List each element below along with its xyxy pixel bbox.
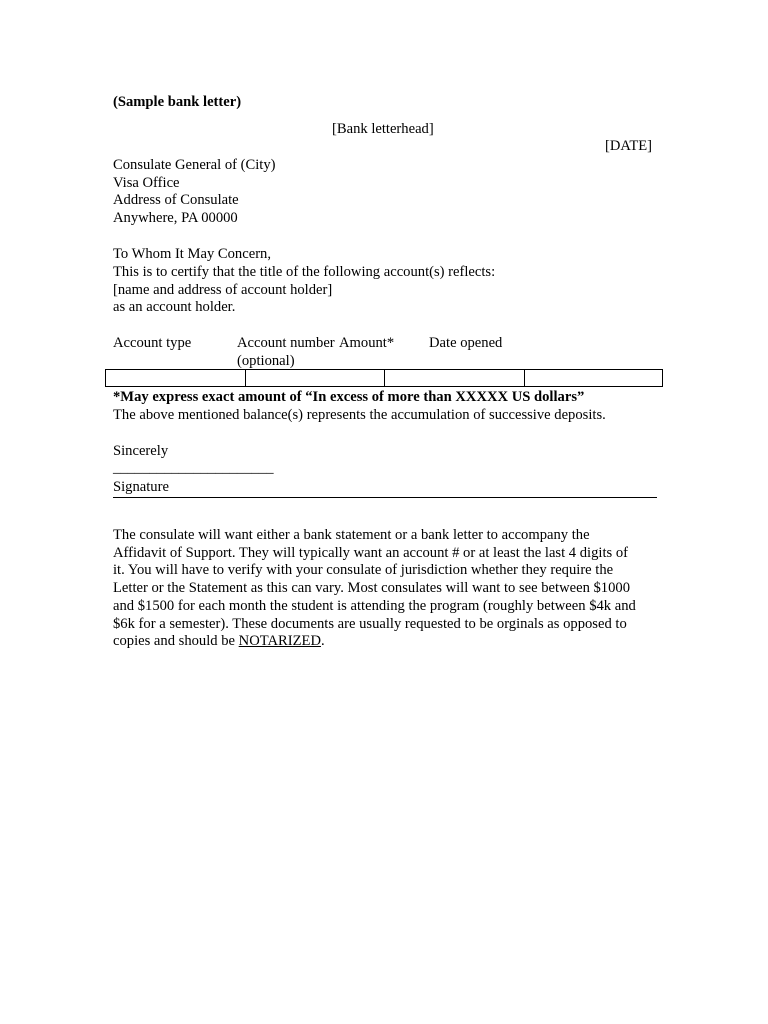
paragraph-line: The consulate will want either a bank statement or a bank letter to accompany the <box>113 527 590 543</box>
account-holder-text: as an account holder. <box>113 299 236 315</box>
date-placeholder: [DATE] <box>605 138 653 154</box>
paragraph-text: copies and should be <box>113 633 239 650</box>
recipient-line: Anywhere, PA 00000 <box>113 210 238 226</box>
paragraph-line: $6k for a semester). These documents are usually requested to be orginals as opposed to <box>113 615 627 632</box>
paragraph-line: and $1500 for each month the student is attending the program (roughly between $4k and <box>113 597 636 614</box>
table-cell <box>106 370 246 387</box>
salutation: To Whom It May Concern, <box>113 246 271 262</box>
instructions-paragraph <box>113 527 658 651</box>
paragraph-line: Letter or the Statement as this can vary. Most consulates will want to see between $1000 <box>113 580 630 597</box>
section-divider <box>113 497 657 498</box>
table-cell <box>385 370 525 387</box>
col-account-number-sub: (optional) <box>237 353 295 369</box>
paragraph-line: it. You will have to verify with your consulate of jurisdiction whether they require the <box>113 562 614 579</box>
recipient-line: Consulate General of (City) <box>113 157 276 173</box>
table-cell <box>525 370 663 387</box>
sample-label: (Sample bank letter) <box>113 94 242 110</box>
col-account-number: Account number <box>237 335 335 351</box>
letterhead-placeholder: [Bank letterhead] <box>332 121 434 137</box>
signature-line: ______________________ <box>113 460 274 476</box>
recipient-line: Visa Office <box>113 175 180 191</box>
col-account-type: Account type <box>113 335 192 351</box>
balance-statement: The above mentioned balance(s) represents the accumulation of successive deposits. <box>113 407 606 423</box>
account-table <box>105 369 663 387</box>
recipient-line: Address of Consulate <box>113 192 239 208</box>
closing-sincerely: Sincerely <box>113 443 169 459</box>
signature-label: Signature <box>113 479 169 495</box>
certify-text: This is to certify that the title of the following account(s) reflects: <box>113 264 496 280</box>
paragraph-text: . <box>320 633 325 650</box>
table-row <box>106 370 663 387</box>
col-amount: Amount* <box>339 335 395 351</box>
amount-note: *May express exact amount of “In excess of more than XXXXX US dollars” <box>113 389 585 405</box>
table-cell <box>246 370 385 387</box>
holder-placeholder: [name and address of account holder] <box>113 282 333 298</box>
paragraph-line: Affidavit of Support. They will typically want an account # or at least the last 4 digits of <box>113 544 628 561</box>
col-date-opened: Date opened <box>429 335 503 351</box>
notarized-emphasis: NOTARIZED <box>238 633 321 650</box>
paragraph-line <box>113 633 658 651</box>
